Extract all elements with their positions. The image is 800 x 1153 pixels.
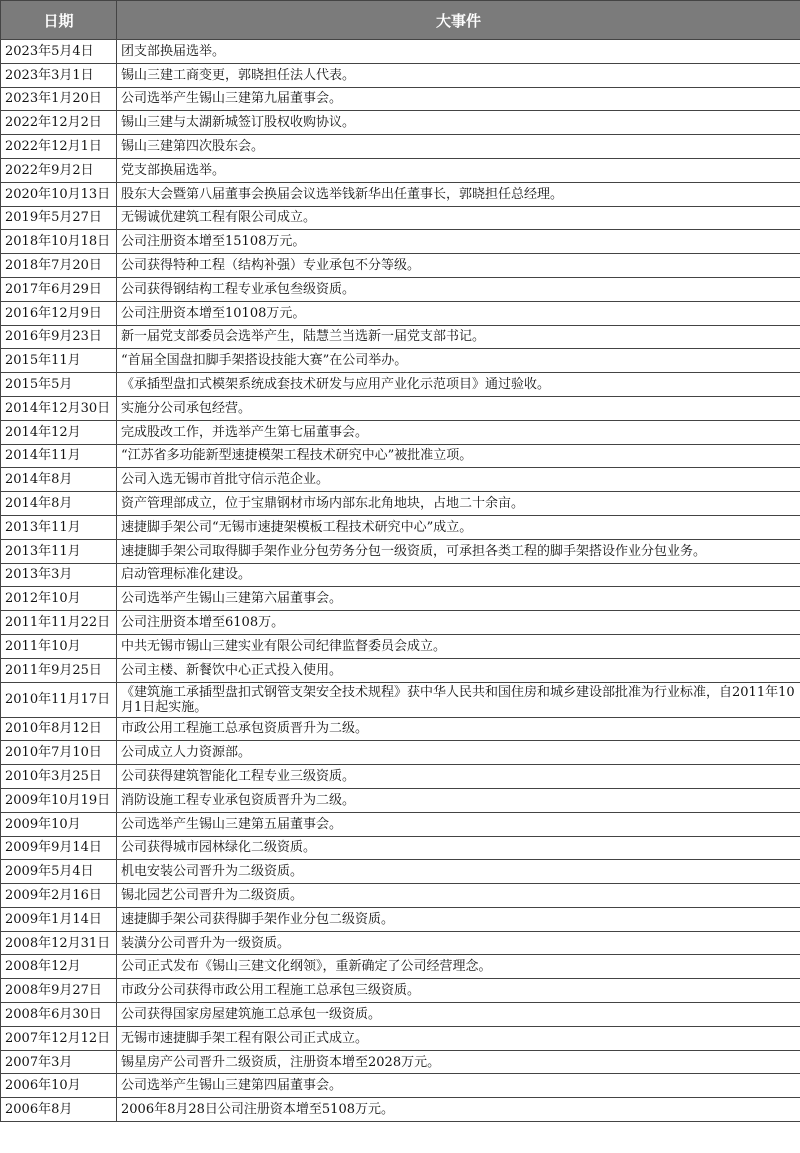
table-row (1, 955, 800, 979)
table-row (1, 788, 800, 812)
event-description: 消防设施工程专业承包资质晋升为二级。 (117, 788, 800, 812)
event-date: 2011年10月 (1, 634, 117, 658)
table-row (1, 1050, 800, 1074)
table-row (1, 611, 800, 635)
table-row (1, 325, 800, 349)
table-row (1, 111, 800, 135)
table-row (1, 135, 800, 159)
event-date: 2006年10月 (1, 1074, 117, 1098)
event-description: 公司获得城市园林绿化二级资质。 (117, 836, 800, 860)
table-row (1, 1074, 800, 1098)
event-description: 公司获得建筑智能化工程专业三级资质。 (117, 765, 800, 789)
event-description: 锡山三建第四次股东会。 (117, 135, 800, 159)
event-description: 股东大会暨第八届董事会换届会议选举钱新华出任董事长，郭晓担任总经理。 (117, 182, 800, 206)
event-date: 2015年11月 (1, 349, 117, 373)
event-description: 市政分公司获得市政公用工程施工总承包三级资质。 (117, 979, 800, 1003)
event-description: 完成股改工作，并选举产生第七届董事会。 (117, 420, 800, 444)
table-row (1, 420, 800, 444)
event-date: 2013年11月 (1, 539, 117, 563)
event-date: 2009年2月16日 (1, 884, 117, 908)
event-date: 2008年12月 (1, 955, 117, 979)
event-date: 2014年8月 (1, 468, 117, 492)
event-description: 公司获得特种工程（结构补强）专业承包不分等级。 (117, 254, 800, 278)
event-description: 无锡市速捷脚手架工程有限公司正式成立。 (117, 1026, 800, 1050)
event-date: 2022年12月2日 (1, 111, 117, 135)
event-date: 2009年9月14日 (1, 836, 117, 860)
table-body (1, 40, 800, 1122)
table-row (1, 515, 800, 539)
event-description: 公司入选无锡市首批守信示范企业。 (117, 468, 800, 492)
table-row (1, 717, 800, 741)
table-row (1, 539, 800, 563)
event-date: 2011年9月25日 (1, 658, 117, 682)
event-date: 2007年3月 (1, 1050, 117, 1074)
event-description: 公司成立人力资源部。 (117, 741, 800, 765)
event-description: 公司选举产生锡山三建第九届董事会。 (117, 87, 800, 111)
event-description: 锡北园艺公司晋升为二级资质。 (117, 884, 800, 908)
event-description: 装潢分公司晋升为一级资质。 (117, 931, 800, 955)
table-row (1, 741, 800, 765)
event-date: 2022年12月1日 (1, 135, 117, 159)
table-row (1, 563, 800, 587)
event-description: 公司正式发布《锡山三建文化纲领》，重新确定了公司经营理念。 (117, 955, 800, 979)
event-description: 公司注册资本增至15108万元。 (117, 230, 800, 254)
event-date: 2022年9月2日 (1, 158, 117, 182)
event-date: 2018年7月20日 (1, 254, 117, 278)
event-description: “首届全国盘扣脚手架搭设技能大赛”在公司举办。 (117, 349, 800, 373)
table-row (1, 587, 800, 611)
table-row (1, 206, 800, 230)
event-description: 锡山三建与太湖新城签订股权收购协议。 (117, 111, 800, 135)
table-row (1, 444, 800, 468)
event-date: 2014年8月 (1, 492, 117, 516)
event-description: 速捷脚手架公司取得脚手架作业分包劳务分包一级资质，可承担各类工程的脚手架搭设作业分包业务。 (117, 539, 800, 563)
event-date: 2008年6月30日 (1, 1003, 117, 1027)
event-description: 公司选举产生锡山三建第五届董事会。 (117, 812, 800, 836)
table-row (1, 349, 800, 373)
event-description: 机电安装公司晋升为二级资质。 (117, 860, 800, 884)
event-description: 党支部换届选举。 (117, 158, 800, 182)
event-description: 实施分公司承包经营。 (117, 396, 800, 420)
event-description: “江苏省多功能新型速捷模架工程技术研究中心”被批准立项。 (117, 444, 800, 468)
table-row (1, 860, 800, 884)
event-date: 2006年8月 (1, 1098, 117, 1122)
event-date: 2013年3月 (1, 563, 117, 587)
event-date: 2020年10月13日 (1, 182, 117, 206)
event-description: 公司选举产生锡山三建第四届董事会。 (117, 1074, 800, 1098)
event-date: 2012年10月 (1, 587, 117, 611)
table-row (1, 979, 800, 1003)
table-row (1, 682, 800, 717)
table-row (1, 836, 800, 860)
table-row (1, 1026, 800, 1050)
table-row (1, 812, 800, 836)
table-row (1, 634, 800, 658)
event-description: 公司获得钢结构工程专业承包叁级资质。 (117, 277, 800, 301)
event-date: 2009年10月19日 (1, 788, 117, 812)
event-date: 2016年9月23日 (1, 325, 117, 349)
table-row (1, 63, 800, 87)
event-column-header: 大事件 (117, 1, 800, 40)
header-row (1, 1, 800, 40)
event-date: 2010年8月12日 (1, 717, 117, 741)
event-description: 2006年8月28日公司注册资本增至5108万元。 (117, 1098, 800, 1122)
event-description: 公司注册资本增至10108万元。 (117, 301, 800, 325)
event-description: 无锡诚优建筑工程有限公司成立。 (117, 206, 800, 230)
event-description: 《建筑施工承插型盘扣式钢管支架安全技术规程》获中华人民共和国住房和城乡建设部批准为行业标准，自2011年10月1日起实施。 (117, 682, 800, 717)
table-row (1, 492, 800, 516)
table-row (1, 468, 800, 492)
event-date: 2023年3月1日 (1, 63, 117, 87)
event-date: 2023年1月20日 (1, 87, 117, 111)
event-date: 2010年11月17日 (1, 682, 117, 717)
event-date: 2011年11月22日 (1, 611, 117, 635)
event-description: 公司注册资本增至6108万。 (117, 611, 800, 635)
event-date: 2017年6月29日 (1, 277, 117, 301)
event-date: 2008年12月31日 (1, 931, 117, 955)
table-row (1, 182, 800, 206)
table-row (1, 158, 800, 182)
event-description: 锡星房产公司晋升二级资质，注册资本增至2028万元。 (117, 1050, 800, 1074)
table-row (1, 931, 800, 955)
date-column-header: 日期 (1, 1, 117, 40)
event-date: 2009年5月4日 (1, 860, 117, 884)
event-description: 《承插型盘扣式模架系统成套技术研发与应用产业化示范项目》通过验收。 (117, 373, 800, 397)
table-row (1, 230, 800, 254)
event-description: 公司主楼、新餐饮中心正式投入使用。 (117, 658, 800, 682)
table-row (1, 1098, 800, 1122)
table-row (1, 396, 800, 420)
event-description: 速捷脚手架公司获得脚手架作业分包二级资质。 (117, 907, 800, 931)
event-description: 市政公用工程施工总承包资质晋升为二级。 (117, 717, 800, 741)
event-description: 资产管理部成立，位于宝鼎钢材市场内部东北角地块，占地二十余亩。 (117, 492, 800, 516)
event-date: 2014年12月 (1, 420, 117, 444)
table-row (1, 884, 800, 908)
event-description: 启动管理标准化建设。 (117, 563, 800, 587)
table-row (1, 765, 800, 789)
event-date: 2008年9月27日 (1, 979, 117, 1003)
event-description: 锡山三建工商变更，郭晓担任法人代表。 (117, 63, 800, 87)
table-row (1, 658, 800, 682)
table-row (1, 277, 800, 301)
event-description: 公司选举产生锡山三建第六届董事会。 (117, 587, 800, 611)
event-description: 团支部换届选举。 (117, 40, 800, 64)
table-row (1, 907, 800, 931)
event-description: 公司获得国家房屋建筑施工总承包一级资质。 (117, 1003, 800, 1027)
event-date: 2018年10月18日 (1, 230, 117, 254)
table-row (1, 87, 800, 111)
table-row (1, 1003, 800, 1027)
event-date: 2023年5月4日 (1, 40, 117, 64)
event-date: 2016年12月9日 (1, 301, 117, 325)
event-date: 2009年1月14日 (1, 907, 117, 931)
event-date: 2009年10月 (1, 812, 117, 836)
event-date: 2019年5月27日 (1, 206, 117, 230)
event-date: 2010年3月25日 (1, 765, 117, 789)
table-row (1, 373, 800, 397)
event-description: 中共无锡市锡山三建实业有限公司纪律监督委员会成立。 (117, 634, 800, 658)
event-date: 2015年5月 (1, 373, 117, 397)
table-row (1, 301, 800, 325)
event-date: 2007年12月12日 (1, 1026, 117, 1050)
event-description: 速捷脚手架公司“无锡市速捷架模板工程技术研究中心”成立。 (117, 515, 800, 539)
event-description: 新一届党支部委员会选举产生，陆慧兰当选新一届党支部书记。 (117, 325, 800, 349)
table-row (1, 40, 800, 64)
event-date: 2014年12月30日 (1, 396, 117, 420)
event-date: 2013年11月 (1, 515, 117, 539)
event-date: 2014年11月 (1, 444, 117, 468)
table-row (1, 254, 800, 278)
event-date: 2010年7月10日 (1, 741, 117, 765)
